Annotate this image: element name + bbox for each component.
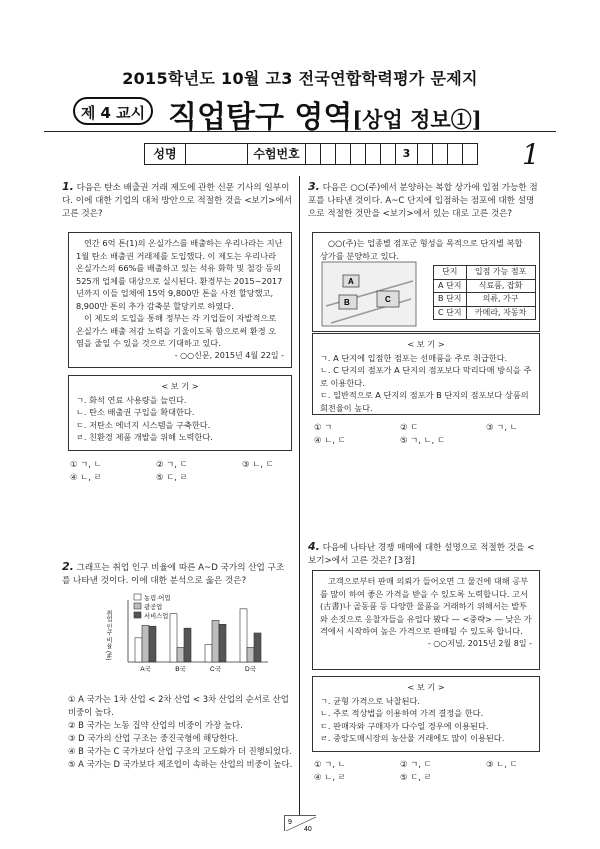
source-line: - ○○저널, 2015년 2월 8일 - — [427, 638, 532, 648]
legend-label: 광공업 — [144, 604, 163, 611]
table-header-cell: 입점 가능 점포 — [466, 266, 535, 280]
legend-label: 농림·어업 — [144, 595, 171, 602]
question-3-passage — [312, 232, 540, 332]
exam-no-cell[interactable] — [351, 143, 366, 165]
choice-option[interactable]: ③ D 국가의 산업 구조는 중진국형에 해당한다. — [68, 733, 239, 743]
question-text: 다음은 탄소 배출권 거래 제도에 관한 신문 기사의 일부이다. 이에 대한 기업의 대처 방안으로 적절한 것을 <보기>에서 고른 것은? — [62, 183, 292, 219]
choice-option[interactable]: ④ B 국가는 C 국가보다 산업 구조의 고도화가 더 진행되었다. — [68, 746, 292, 756]
legend-swatch — [134, 612, 141, 618]
subject-sub: [상업 정보①] — [352, 107, 482, 132]
question-2-choices — [68, 693, 294, 771]
x-tick-label: B국 — [175, 666, 186, 673]
choice-option[interactable]: ② ㄷ — [400, 422, 419, 432]
table-cell: C 단지 — [434, 306, 467, 320]
question-text: 그래프는 취업 인구 비율에 따른 A~D 국가의 산업 구조를 나타낸 것이다. 이에 대한 분석으로 옳은 것은? — [62, 563, 285, 586]
exam-no-cell[interactable] — [306, 143, 321, 165]
bogi-item: ㄱ. A 단지에 입점한 점포는 선매품을 주로 취급한다. — [320, 352, 508, 363]
subject-title — [168, 92, 482, 136]
chart-bar — [149, 626, 156, 662]
question-number: 2. — [62, 560, 74, 573]
question-number: 3. — [308, 180, 320, 193]
bogi-item: ㄱ. 화석 연료 사용량을 늘린다. — [76, 394, 187, 405]
bogi-item: ㄷ. 저탄소 에너지 시스템을 구축한다. — [76, 419, 211, 430]
footer-total: 40 — [304, 826, 312, 831]
table-row — [434, 293, 536, 307]
choice-option[interactable]: ③ ㄴ, ㄷ — [242, 459, 274, 469]
choice-option[interactable]: ③ ㄱ, ㄴ — [486, 422, 518, 432]
store-table — [433, 265, 536, 320]
choice-option[interactable]: ④ ㄴ, ㄹ — [314, 772, 346, 782]
bogi-item: ㄴ. C 단지의 점포가 A 단지의 점포보다 막리다매 방식을 주로 이용한다. — [320, 365, 532, 388]
choice-option[interactable]: ⑤ ㄱ, ㄴ, ㄷ — [400, 435, 446, 445]
industry-structure-chart — [100, 590, 280, 676]
question-4-bogi — [312, 676, 540, 752]
legend-label: 서비스업 — [144, 613, 169, 620]
table-header-row — [434, 266, 536, 280]
bogi-item: ㄱ. 균형 가격으로 낙찰된다. — [320, 695, 421, 706]
choice-option[interactable]: ② ㄱ, ㄷ — [156, 459, 188, 469]
passage-paragraph: 고객으로부터 판매 의뢰가 들어오면 그 물건에 대해 공부를 많이 하여 좋은 가격을 받을 수 있도록 노력합니다. 고서(古書)나 골동품 등 다양한 물품을 거래하기 위해서는 발투와 손짓으로 응찰자들을 유업다 봤다 — <중략> — 낮은 가격에서 시작하여 높은 가격으로 판매될 수 있도록 합니다. — [320, 576, 532, 636]
chart-bar — [142, 625, 149, 662]
question-4-choices — [314, 758, 540, 784]
x-tick-label: D국 — [245, 666, 256, 673]
header-rule — [44, 131, 556, 132]
choice-option[interactable]: ③ ㄴ, ㄷ — [486, 759, 518, 769]
chart-bar — [184, 628, 191, 662]
question-4-stem — [308, 540, 540, 568]
passage-paragraph: 연간 6억 톤(1)의 온실가스를 배출하는 우리나라는 지난 1월 탄소 배출권 거래제를 도입했다. 이 제도는 우리나라 온실가스의 66%를 배출하고 있는 석유 화학 및 철강 등의 525개 업체를 대상으로 실시된다. 환경부는 2015~2017년까지 이들 업체에 15억 9,800만 톤을 사전 할당했고, 8,900만 톤의 추가 감축분 할당키로 하였다. — [76, 238, 283, 311]
table-cell: 의류, 가구 — [466, 293, 535, 307]
question-number: 4. — [308, 540, 320, 553]
question-4-passage — [312, 570, 540, 670]
map-label-b: B — [344, 298, 350, 307]
chart-bar — [219, 624, 226, 662]
column-divider — [299, 176, 300, 816]
choice-option[interactable]: ④ ㄴ, ㄷ — [314, 435, 346, 445]
passage-paragraph: ○○(주)는 업종별 점포군 형성을 목적으로 단지별 복합 상가를 분양하고 있다. — [320, 238, 523, 261]
exam-no-cell[interactable] — [336, 143, 351, 165]
bogi-heading: < 보 기 > — [407, 682, 445, 692]
exam-no-cell[interactable] — [433, 143, 448, 165]
table-cell: 식료품, 잡화 — [466, 279, 535, 293]
chart-bar — [170, 614, 177, 662]
question-number: 1. — [62, 180, 74, 193]
choice-option[interactable]: ① A 국가는 1차 산업 < 2차 산업 < 3차 산업의 순서로 산업 비중이 높다. — [68, 694, 289, 717]
exam-no-label: 수험번호 — [248, 143, 306, 165]
choice-option[interactable]: ② B 국가는 노동 집약 산업의 비중이 가장 높다. — [68, 720, 243, 730]
page-counter — [284, 815, 316, 831]
page-number: 1 — [522, 138, 540, 171]
exam-no-cell[interactable] — [448, 143, 463, 165]
period-badge: 제 4 교시 — [73, 97, 153, 125]
question-1-stem — [62, 180, 292, 221]
table-header-cell: 단지 — [434, 266, 467, 280]
bogi-item: ㄴ. 탄소 배출권 구입을 확대한다. — [76, 407, 195, 417]
footer-page: 9 — [288, 819, 292, 826]
bogi-item: ㄹ. 친환경 제품 개발을 위해 노력한다. — [76, 432, 213, 442]
bogi-item: ㄴ. 주로 적상법을 이용하여 가격 결정을 한다. — [320, 708, 484, 718]
bogi-item: ㄹ. 중앙도매시장의 농산물 거래에도 많이 이용된다. — [320, 733, 505, 743]
name-label: 성명 — [144, 143, 186, 165]
question-2-stem — [62, 560, 292, 588]
legend-swatch — [134, 603, 141, 609]
name-field[interactable] — [186, 143, 248, 165]
choice-option[interactable]: ② ㄱ, ㄷ — [400, 759, 432, 769]
table-cell: A 단지 — [434, 279, 467, 293]
question-3-choices — [314, 421, 540, 447]
legend-swatch — [134, 594, 141, 600]
exam-no-cell[interactable] — [321, 143, 336, 165]
choice-option[interactable]: ⑤ ㄷ, ㄹ — [156, 472, 188, 482]
table-cell: 카메라, 자동차 — [466, 306, 535, 320]
table-row — [434, 306, 536, 320]
choice-option[interactable]: ④ ㄴ, ㄹ — [70, 472, 102, 482]
exam-no-cell[interactable] — [381, 143, 396, 165]
subject-main: 직업탐구 영역 — [168, 100, 353, 135]
complex-map-illustration — [321, 261, 417, 327]
x-tick-label: C국 — [210, 666, 221, 673]
source-line: - ○○신문, 2015년 4월 22일 - — [174, 350, 284, 360]
choice-option[interactable]: ⑤ ㄷ, ㄹ — [400, 772, 432, 782]
chart-bar — [135, 638, 142, 662]
chart-bar — [247, 648, 254, 663]
question-text: 다음에 나타난 경쟁 매매에 대한 설명으로 적절한 것을 <보기>에서 고른 것은? [3점] — [308, 543, 535, 566]
question-3-stem — [308, 180, 540, 221]
table-row — [434, 279, 536, 293]
map-label-c: C — [385, 295, 391, 304]
chart-bar — [240, 609, 247, 662]
question-text: 다음은 ○○(주)에서 분양하는 복합 상가에 입점 가능한 점포를 나타낸 것이다. A~C 단지에 입점하는 점포에 대한 설명으로 적절한 것만을 <보기>에서 있는 대로 고른 것은? — [308, 183, 538, 219]
bogi-heading: < 보 기 > — [407, 339, 445, 349]
exam-title: 2015학년도 10월 고3 전국연합학력평가 문제지 — [122, 69, 478, 88]
choice-option[interactable]: ① ㄱ — [314, 422, 333, 432]
bogi-item: ㄷ. 일반적으로 A 단지의 점포가 B 단지의 점포보다 상품의 회전율이 높다. — [320, 390, 529, 413]
exam-no-cell[interactable] — [463, 143, 478, 165]
chart-bar — [212, 620, 219, 662]
passage-paragraph: 이 제도의 도입을 통해 정부는 각 기업들이 자발적으로 온실가스 배출 저감 노력을 기울이도록 함으로써 환경 오염을 줄일 수 있을 것으로 기대하고 있다. — [76, 313, 277, 348]
choice-option[interactable]: ① ㄱ, ㄴ — [314, 759, 346, 769]
chart-bar — [205, 645, 212, 662]
exam-no-digit: 3 — [396, 143, 418, 165]
exam-no-cell[interactable] — [418, 143, 433, 165]
question-1-choices — [70, 458, 294, 484]
table-cell: B 단지 — [434, 293, 467, 307]
choice-option[interactable]: ① ㄱ, ㄴ — [70, 459, 102, 469]
exam-no-cell[interactable] — [366, 143, 381, 165]
question-1-passage — [68, 232, 292, 368]
question-3-bogi — [312, 333, 540, 415]
chart-bar — [254, 633, 261, 662]
chart-bar — [177, 648, 184, 663]
bogi-item: ㄷ. 판매자와 구매자가 다수일 경우에 이용된다. — [320, 720, 489, 731]
candidate-info-row — [144, 143, 478, 165]
question-1-bogi — [68, 375, 292, 451]
choice-option[interactable]: ⑤ A 국가는 D 국가보다 제조업이 속하는 산업의 비중이 높다. — [68, 759, 293, 769]
map-label-a: A — [348, 277, 354, 286]
bogi-heading: < 보 기 > — [161, 381, 199, 391]
x-tick-label: A국 — [140, 666, 151, 673]
y-axis-label: 취업 인구 비율 (%) — [105, 610, 111, 661]
